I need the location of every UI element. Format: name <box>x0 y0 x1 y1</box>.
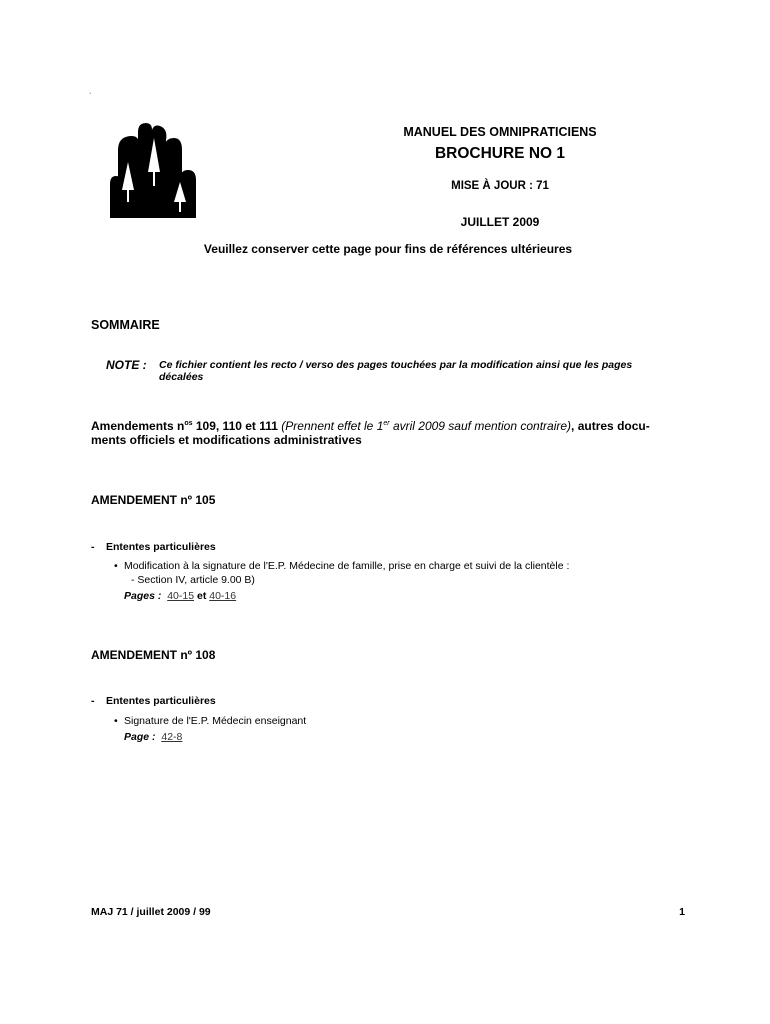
note-text-line2: décalées <box>159 371 204 383</box>
amendment-108-pages <box>124 731 182 743</box>
footer-reference: MAJ 71 / juillet 2009 / 99 <box>91 906 211 918</box>
amendment-105-bullet: • <box>114 560 118 572</box>
note-label: NOTE : <box>106 358 147 372</box>
pages-label: Pages : <box>124 590 162 602</box>
amendment-105-item: Modification à la signature de l'E.P. Médecine de famille, prise en charge et suivi de la clientèle : <box>124 560 570 572</box>
stray-mark: ` <box>89 92 92 101</box>
pages-and: et <box>196 590 207 602</box>
amendments-effect-sup: er <box>383 420 390 427</box>
amendments-effect-b: avril 2009 sauf mention contraire) <box>389 419 572 433</box>
amendment-108-bullet: • <box>114 715 118 727</box>
ramq-logo <box>110 120 210 220</box>
update-number: MISE À JOUR : 71 <box>451 180 549 192</box>
amendments-suffix: , autres docu- <box>571 419 650 433</box>
amendments-numbers: 109, 110 et 111 <box>192 419 282 433</box>
amendments-intro <box>91 419 650 433</box>
amendment-105-subitem: - Section IV, article 9.00 B) <box>131 574 255 586</box>
amendment-108-section-dash: - <box>91 695 95 707</box>
amendment-108-section: Ententes particulières <box>106 695 216 707</box>
amendment-108-heading: AMENDEMENT nº 108 <box>91 648 216 662</box>
amendments-effect-a: (Prennent effet le 1 <box>281 419 384 433</box>
amendment-105-pages <box>124 590 236 602</box>
keep-note: Veuillez conserver cette page pour fins de références ultérieures <box>203 242 573 256</box>
amendments-intro-line2: ments officiels et modifications administratives <box>91 433 362 447</box>
amendment-105-section: Ententes particulières <box>106 541 216 553</box>
note-text-line1: Ce fichier contient les recto / verso des pages touchées par la modification ainsi que les pages <box>159 359 633 371</box>
page-link-42-8[interactable]: 42-8 <box>161 731 183 743</box>
page-label: Page : <box>124 731 156 743</box>
manual-title: MANUEL DES OMNIPRATICIENS <box>403 125 597 139</box>
summary-heading: SOMMAIRE <box>91 318 160 332</box>
amendments-prefix: Amendements n <box>91 419 185 433</box>
brochure-title: BROCHURE NO 1 <box>434 145 566 162</box>
amendment-105-section-dash: - <box>91 541 95 553</box>
page-link-40-15[interactable]: 40-15 <box>167 590 195 602</box>
amendment-105-heading: AMENDEMENT nº 105 <box>91 493 216 507</box>
page-link-40-16[interactable]: 40-16 <box>209 590 237 602</box>
update-date: JUILLET 2009 <box>460 215 540 229</box>
amendment-108-item: Signature de l'E.P. Médecin enseignant <box>124 715 307 727</box>
page-number: 1 <box>679 906 685 918</box>
amendments-prefix-sup: os <box>184 420 193 427</box>
